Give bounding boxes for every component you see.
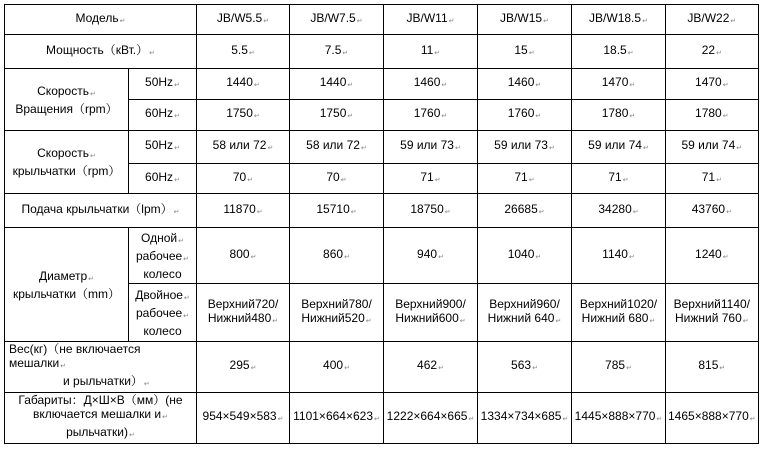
- dimensions-cell: 1222×664×665 ↵: [384, 393, 478, 444]
- rotation-50-cell: 1470 ↵: [666, 69, 759, 100]
- rotation-60-cell: 1750 ↵: [290, 100, 384, 131]
- table-row-dimensions: [5, 393, 759, 444]
- row-label-flow: Подача крыльчатки（lpm） ↵: [5, 194, 197, 228]
- impeller-50-cell: 58 или 72 ↵: [290, 131, 384, 164]
- table-row-impeller-50hz: [5, 131, 759, 164]
- rotation-60-cell: 1780 ↵: [572, 100, 666, 131]
- weight-cell: 295 ↵: [197, 342, 290, 393]
- flow-cell: 43760 ↵: [666, 194, 759, 228]
- row-label-weight: Вес(кг)（не включается мешалки ↵ и рыльчатки） ↵: [5, 342, 197, 393]
- impeller-50-cell: 59 или 74 ↵: [666, 131, 759, 164]
- weight-cell: 563 ↵: [478, 342, 572, 393]
- double-diameter-cell: Верхний1140/ Нижний 760 ↵: [666, 284, 759, 342]
- impeller-50-cell: 59 или 73 ↵: [384, 131, 478, 164]
- flow-cell: 34280 ↵: [572, 194, 666, 228]
- dimensions-cell: 1101×664×623 ↵: [290, 393, 384, 444]
- dimensions-cell: 1465×888×770 ↵: [666, 393, 759, 444]
- table-row-model: [5, 5, 759, 35]
- dimensions-cell: 954×549×583 ↵: [197, 393, 290, 444]
- dimensions-cell: 1334×734×685 ↵: [478, 393, 572, 444]
- weight-cell: 400 ↵: [290, 342, 384, 393]
- rotation-50-cell: 1460 ↵: [384, 69, 478, 100]
- row-label-dimensions: Габариты：Д×Ш×В（мм）(не включается мешалки и ↵ рыльчатки) ↵: [5, 393, 197, 444]
- double-diameter-cell: Верхний960/ Нижний 640 ↵: [478, 284, 572, 342]
- impeller-60-cell: 70 ↵: [197, 164, 290, 194]
- double-impeller-label: Двойное ↵ рабочее ↵ колесо: [129, 284, 197, 342]
- weight-cell: 462 ↵: [384, 342, 478, 393]
- hz-label: 50Hz ↵: [129, 131, 197, 164]
- single-diameter-cell: 1140 ↵: [572, 228, 666, 284]
- rotation-60-cell: 1780 ↵: [666, 100, 759, 131]
- dimensions-cell: 1445×888×770 ↵: [572, 393, 666, 444]
- model-cell: JB/W7.5 ↵: [290, 5, 384, 35]
- power-cell: 15 ↵: [478, 35, 572, 69]
- impeller-60-cell: 70 ↵: [290, 164, 384, 194]
- rotation-50-cell: 1460 ↵: [478, 69, 572, 100]
- flow-cell: 26685 ↵: [478, 194, 572, 228]
- power-cell: 22 ↵: [666, 35, 759, 69]
- power-cell: 7.5 ↵: [290, 35, 384, 69]
- hz-label: 50Hz ↵: [129, 69, 197, 100]
- model-cell: JB/W18.5 ↵: [572, 5, 666, 35]
- rotation-50-cell: 1470 ↵: [572, 69, 666, 100]
- impeller-60-cell: 71 ↵: [384, 164, 478, 194]
- impeller-60-cell: 71 ↵: [572, 164, 666, 194]
- double-diameter-cell: Верхний900/ Нижний600 ↵: [384, 284, 478, 342]
- model-cell: JB/W15 ↵: [478, 5, 572, 35]
- double-diameter-cell: Верхний720/ Нижний480 ↵: [197, 284, 290, 342]
- impeller-60-cell: 71 ↵: [666, 164, 759, 194]
- flow-cell: 18750 ↵: [384, 194, 478, 228]
- impeller-50-cell: 59 или 74 ↵: [572, 131, 666, 164]
- weight-cell: 815 ↵: [666, 342, 759, 393]
- single-impeller-label: Одной ↵ рабочее ↵ колесо: [129, 228, 197, 284]
- rotation-60-cell: 1750 ↵: [197, 100, 290, 131]
- row-label-power: Мощность（кВт.） ↵: [5, 35, 197, 69]
- impeller-50-cell: 58 или 72 ↵: [197, 131, 290, 164]
- rotation-50-cell: 1440 ↵: [197, 69, 290, 100]
- single-diameter-cell: 1240 ↵: [666, 228, 759, 284]
- power-cell: 18.5 ↵: [572, 35, 666, 69]
- single-diameter-cell: 800 ↵: [197, 228, 290, 284]
- flow-cell: 15710 ↵: [290, 194, 384, 228]
- rotation-60-cell: 1760 ↵: [384, 100, 478, 131]
- table-row-power: [5, 35, 759, 69]
- table-row-flow: [5, 194, 759, 228]
- single-diameter-cell: 1040 ↵: [478, 228, 572, 284]
- double-diameter-cell: Верхний1020/ Нижний 680 ↵: [572, 284, 666, 342]
- table-row-weight: [5, 342, 759, 393]
- model-cell: JB/W22 ↵: [666, 5, 759, 35]
- single-diameter-cell: 940 ↵: [384, 228, 478, 284]
- model-cell: JB/W11 ↵: [384, 5, 478, 35]
- power-cell: 5.5 ↵: [197, 35, 290, 69]
- hz-label: 60Hz ↵: [129, 100, 197, 131]
- power-cell: 11 ↵: [384, 35, 478, 69]
- row-label-model: Модель ↵: [5, 5, 197, 35]
- row-label-impeller-speed: Скорость ↵ крыльчатки（rpm）: [5, 131, 129, 194]
- spec-table: [4, 4, 759, 444]
- hz-label: 60Hz ↵: [129, 164, 197, 194]
- model-cell: JB/W5.5 ↵: [197, 5, 290, 35]
- row-label-diameter: Диаметр ↵ крыльчатки（mm）: [5, 228, 129, 342]
- row-label-rotation-speed: Скорость ↵ Вращения（rpm）: [5, 69, 129, 131]
- single-diameter-cell: 860 ↵: [290, 228, 384, 284]
- weight-cell: 785 ↵: [572, 342, 666, 393]
- rotation-60-cell: 1760 ↵: [478, 100, 572, 131]
- table-row-rotation-50hz: [5, 69, 759, 100]
- flow-cell: 11870 ↵: [197, 194, 290, 228]
- impeller-60-cell: 71 ↵: [478, 164, 572, 194]
- table-row-diameter-single: [5, 228, 759, 284]
- rotation-50-cell: 1440 ↵: [290, 69, 384, 100]
- impeller-50-cell: 59 или 73 ↵: [478, 131, 572, 164]
- double-diameter-cell: Верхний780/ Нижний520 ↵: [290, 284, 384, 342]
